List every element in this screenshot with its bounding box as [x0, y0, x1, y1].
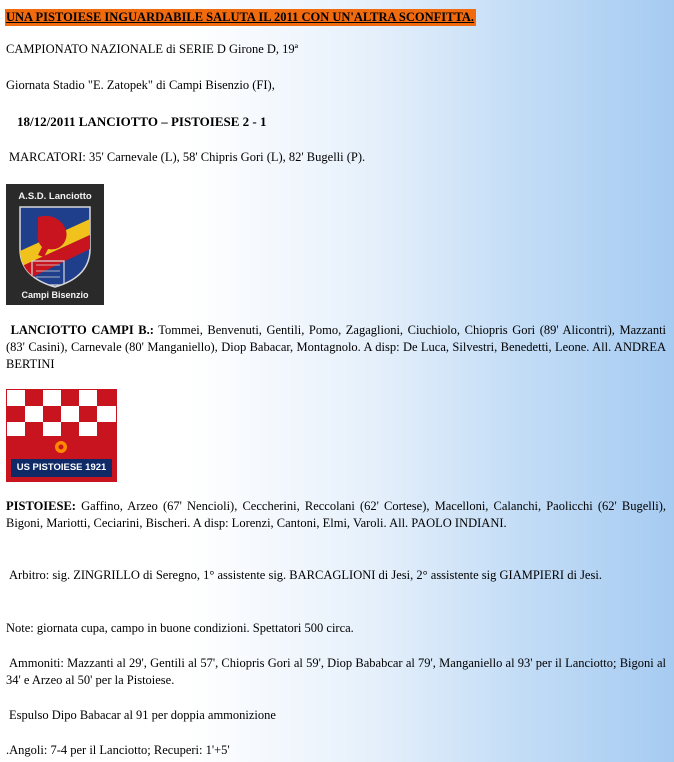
booked-line: Ammoniti: Mazzanti al 29', Gentili al 57', Chiopris Gori al 59', Diop Bababcar al 79', Manganiello al 93' per il Lanciotto; Bigoni al 34' e Arzeo al 50' per la Pistoiese. — [6, 656, 666, 687]
lanciotto-logo — [6, 184, 104, 305]
pistoiese-team-label: PISTOIESE: — [6, 499, 76, 513]
lanciotto-logo-bottom-text: Campi Bisenzio — [21, 290, 89, 300]
championship-line: CAMPIONATO NAZIONALE di SERIE D Girone D, 19ª — [6, 42, 299, 56]
pistoiese-lineup — [6, 498, 666, 532]
pistoiese-lineup-text: Gaffino, Arzeo (67' Nencioli), Ceccherini, Reccolani (62' Cortese), Macelloni, Calanchi, Paolicchi (62' Bugelli), Bigoni, Mariotti, Ceciarini, Bischeri. A disp: Lorenzi, Cantoni, Elmi, Varoli. All. PAOLO INDIANI. — [6, 499, 667, 530]
lanciotto-lineup-text: Tommei, Benvenuti, Gentili, Pomo, Zagaglioni, Ciuchiolo, Chiopris Gori (89' Alicontri), Mazzanti (83' Casini), Carnevale (80' Manganiello), Diop Babacar, Montagnolo. A disp: De Luca, Silvestri, Benedetti, Leone. All. ANDREA BERTINI — [6, 323, 667, 371]
match-score-line: 18/12/2011 LANCIOTTO – PISTOIESE 2 - 1 — [17, 114, 267, 129]
notes-line: Note: giornata cupa, campo in buone condizioni. Spettatori 500 circa. — [6, 621, 354, 635]
venue-line: Giornata Stadio "E. Zatopek" di Campi Bisenzio (FI), — [6, 78, 275, 92]
article-headline: UNA PISTOIESE INGUARDABILE SALUTA IL 2011 CON UN'ALTRA SCONFITTA. — [6, 10, 475, 24]
referee-line: Arbitro: sig. ZINGRILLO di Seregno, 1° assistente sig. BARCAGLIONI di Jesi, 2° assistente sig GIAMPIERI di Jesi. — [9, 568, 602, 582]
corners-line: .Angoli: 7-4 per il Lanciotto; Recuperi: 1'+5' — [6, 743, 230, 757]
lanciotto-team-label: LANCIOTTO CAMPI B.: — [10, 323, 154, 337]
pistoiese-logo-text: US PISTOIESE 1921 — [16, 462, 107, 473]
scorers-line: MARCATORI: 35' Carnevale (L), 58' Chipris Gori (L), 82' Bugelli (P). — [9, 150, 366, 164]
lanciotto-shield-icon — [18, 205, 92, 289]
pistoiese-logo — [6, 389, 117, 482]
sent-off-line: Espulso Dipo Babacar al 91 per doppia ammonizione — [9, 708, 276, 722]
lanciotto-logo-top-text: A.S.D. Lanciotto — [18, 191, 92, 202]
lanciotto-lineup — [6, 322, 666, 373]
